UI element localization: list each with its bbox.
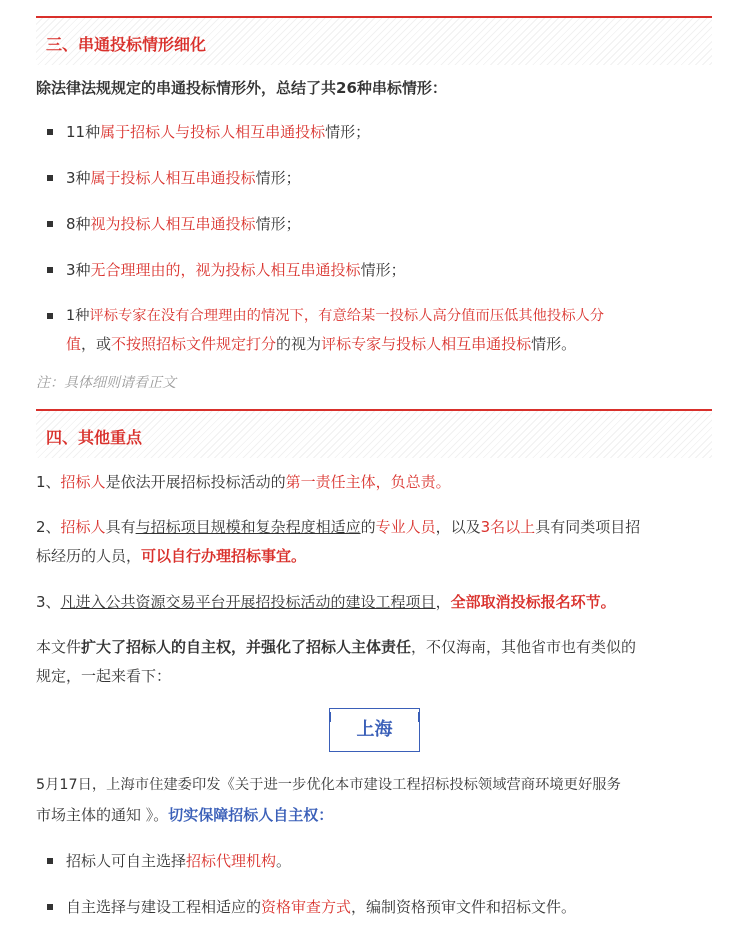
- list-item: 1种评标专家在没有合理理由的情况下，有意给某一投标人高分值而压低其他投标人分: [66, 308, 605, 324]
- list-item-continuation: 值，或不按照招标文件规定打分的视为评标专家与投标人相互串通投标情形。: [66, 335, 577, 353]
- paragraph-2: 2、招标人具有与招标项目规模和复杂程度相适应的专业人员，以及3名以上具有同类项目招: [36, 518, 641, 536]
- list-item: 11种属于招标人与投标人相互串通投标情形；: [66, 123, 371, 141]
- shanghai-paragraph: 5月17日，上海市住建委印发《关于进一步优化本市建设工程招标投标领域营商环境更好服务: [36, 777, 621, 793]
- paragraph-2-continuation: 标经历的人员，可以自行办理招标事宜。: [36, 547, 307, 565]
- section-3-title: 三、串通投标情形细化: [46, 35, 207, 54]
- list-item: 3种无合理理由的，视为投标人相互串通投标情形；: [66, 261, 406, 279]
- box-tick-mark: [329, 712, 331, 722]
- bullet-dot: [47, 129, 53, 135]
- section-3-header: [36, 16, 712, 65]
- list-item: 8种视为投标人相互串通投标情形；: [66, 215, 301, 233]
- bullet-dot: [47, 904, 53, 910]
- paragraph-4-continuation: 规定，一起来看下：: [36, 667, 172, 685]
- list-item: 3种属于投标人相互串通投标情形；: [66, 169, 301, 187]
- section-4-header: [36, 409, 712, 458]
- paragraph-3: 3、凡进入公共资源交易平台开展招投标活动的建设工程项目，全部取消投标报名环节。: [36, 593, 616, 611]
- paragraph-4: 本文件扩大了招标人的自主权，并强化了招标人主体责任，不仅海南，其他省市也有类似的: [36, 638, 637, 656]
- bullet-dot: [47, 221, 53, 227]
- paragraph-1: 1、招标人是依法开展招标投标活动的第一责任主体，负总责。: [36, 473, 451, 491]
- shanghai-label: 上海: [356, 719, 393, 740]
- box-tick-mark: [418, 712, 420, 722]
- list-item: 招标人可自主选择招标代理机构。: [66, 852, 292, 870]
- bullet-dot: [47, 313, 53, 319]
- shanghai-paragraph-continuation: 市场主体的通知 》。切实保障招标人自主权：: [36, 806, 334, 824]
- bullet-dot: [47, 267, 53, 273]
- section-4-title: 四、其他重点: [46, 428, 143, 447]
- note-text: 注：具体细则请看正文: [36, 375, 176, 391]
- bullet-dot: [47, 175, 53, 181]
- list-item: 自主选择与建设工程相适应的资格审查方式，编制资格预审文件和招标文件。: [66, 898, 577, 916]
- section-3-intro: 除法律法规规定的串通投标情形外，总结了共26种串标情形：: [36, 79, 447, 97]
- shanghai-label-box: [329, 708, 420, 752]
- bullet-dot: [47, 858, 53, 864]
